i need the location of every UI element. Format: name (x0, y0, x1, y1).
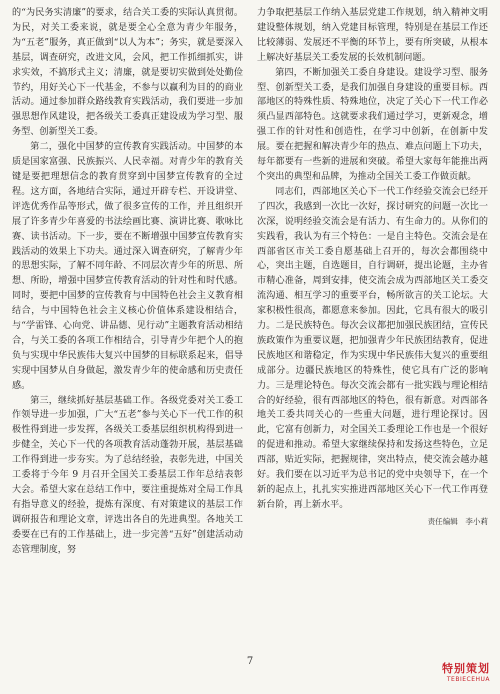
left-column (12, 6, 243, 646)
section-subtitle: TEBIECEHUA (446, 676, 490, 683)
section-brand (442, 660, 490, 683)
paragraph: 第四，不断加强关工委自身建设。建设学习型、服务型、创新型关工委，是我们加强自身建设的重要目标。西部地区的特殊性质、特殊地位，决定了关心下一代工作必须凸显西部特色。这就要求我们通过学习，更新观念，增强工作的针对性和创造性，在学习中创新，在创新中发展。要在把握和解决青少年的热点、难点问题上下功夫，每年都要有一些新的进展和突破。希望大家每年能推出两个突出的典型和品牌，为推动全国关工委工作做贡献。 (257, 67, 488, 182)
section-title: 特别策划 (442, 662, 490, 675)
paragraph: 的“为民务实清廉”的要求，结合关工委的实际认真贯彻。为民，对关工委来说，就是要全心全意为青少年服务，为“五老”服务，真正做到“以人为本”；务实，就是要深入基层，调查研究，改进文风，会风，把工作抓细抓实，讲求实效，不搞形式主义；清廉，就是要切实做到处处勤俭节约，用好关心下一代基金，不参与以赢利为目的的商业活动。通过参加群众路线教育实践活动，我们要进一步加强思想作风建设，把各级关工委真正建设成为学习型、服务型、创新型关工委。 (12, 8, 243, 138)
article-body (12, 6, 488, 646)
right-column (257, 6, 488, 646)
paragraph: 同志们，西部地区关心下一代工作经验交流会已经开了四次，我感到一次比一次好，探讨研究的问题一次比一次深，说明经验交流会是有活力、有生命力的。从你们的实践看，我认为有三个特色：一是自主特色。交流会是在西部省区市关工委自愿基础上召开的，每次会都围绕中心，突出主题，自选题目，自行调研，提出论题，主办省市精心准备，周到安排，使交流会成为西部地区关工委交流沟通、相互学习的重要平台，畅所欲言的关工论坛。大家积极性很高，都愿意来参加。因此，它具有很大的吸引力。二是民族特色。每次会议都把加强民族团结，宣传民族政策作为重要议题，把加强青少年民族团结教育，促进民族地区和谐稳定，作为实现中华民族伟大复兴的重要组成部分。边疆民族地区的特殊性，使它具有广泛的影响力。三是理论特色。每次交流会都有一批实践与理论相结合的好经验，很有西部地区的特色，很有新意。对西部各地关工委共同关心的一些重大问题，进行理论探讨。因此，它富有创新力，对全国关工委理论工作也是一个很好的促进和推动。希望大家继续保持和发扬这些特色，立足西部，贴近实际，把握规律，突出特点，使交流会越办越好。我们要在以习近平为总书记的党中央领导下，在一个新的起点上，扎扎实实推进西部地区关心下一代工作再登新台阶，再上新水平。 (257, 186, 488, 510)
paragraph: 第二，强化中国梦的宣传教育实践活动。中国梦的本质是国家富强、民族振兴、人民幸福。对青少年的教育关键是要把理想信念的教育贯穿到中国梦宣传教育的全过程。这方面，各地结合实际，通过开辟专栏、开设讲堂、评选优秀作品等形式，做了很多宣传的工作，并且组织开展了许多青少年喜爱的书法绘画比赛、演讲比赛、歌咏比赛、读书活动。下一步，要在不断增强中国梦宣传教育实践活动的效果上下功夫。通过深入调查研究，了解青少年的思想实际，了解不同年龄、不同层次青少年的所思、所想、所盼，增强中国梦宣传教育活动的针对性和时代感。同时，要把中国梦的宣传教育与中国特色社会主义教育相结合，与中国特色社会主义核心价值体系建设相结合，与“学雷锋、心向党、讲品德、见行动”主题教育活动相结合，与关工委的各项工作相结合，引导青少年把个人的抱负与实现中华民族伟大复兴中国梦的目标联系起来，倡导实现中国梦从自身做起，激发青少年的使命感和历史责任感。 (12, 142, 243, 391)
paragraph: 力争取把基层工作纳入基层党建工作规划，纳入精神文明建设整体规划，纳入党建目标管理，特别是在基层工作还比较薄弱、发展还不平衡的环节上，要有所突破，从根本上解决好基层关工委发展的长效机制问题。 (257, 8, 488, 63)
paragraph: 第三，继续抓好基层基础工作。各级党委对关工委工作领导进一步加强，广大“五老”参与关心下一代工作的积极性得到进一步发挥，各级关工委基层组织机构得到进一步健全，关心下一代的各项教育活动蓬勃开展，基层基础工作得到进一步夯实。为了总结经验，表彰先进，中国关工委将于今年 9 月召开全国关工委基层工作年总结表彰大会。希望大家在总结工作中，要注重提炼对全局工作具有指导意义的经验，提炼有深度、有对策建议的基层工作调研报告和理论文章，评选出各自的先进典型。各地关工委要在已有的工作基础上，进一步完善“五好”创建活动动态管理制度，努 (12, 395, 243, 555)
editor-credit: 责任编辑 李小莉 (427, 516, 488, 526)
page-number: 7 (246, 656, 254, 667)
